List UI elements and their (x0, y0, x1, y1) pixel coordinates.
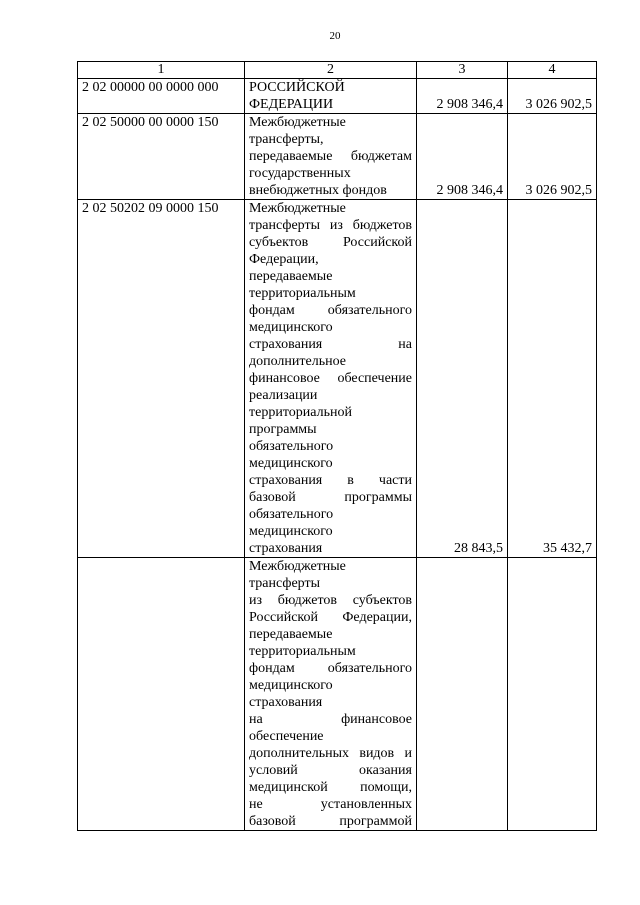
row-name (245, 114, 417, 200)
row-name-line: из бюджетов субъектов (249, 593, 412, 608)
column-header-2: 2 (245, 62, 417, 79)
table-row (78, 200, 597, 558)
row-name-line: трансферты, (249, 132, 324, 147)
row-name-line: субъектов Российской (249, 235, 412, 250)
row-name-line: территориальным (249, 286, 356, 301)
row-name-line: фондам обязательного (249, 661, 412, 676)
row-name-line: медицинского (249, 456, 333, 471)
row-name-line: реализации (249, 388, 318, 403)
row-name-line: финансовое обеспечение (249, 371, 412, 386)
row-amount-col3: 2 908 346,4 (417, 79, 508, 114)
row-amount-col4 (508, 558, 597, 831)
row-code (78, 558, 245, 831)
row-name-line: ФЕДЕРАЦИИ (249, 97, 334, 112)
row-name-line: Межбюджетные (249, 559, 346, 574)
row-name-line: РОССИЙСКОЙ (249, 80, 345, 95)
row-name-line: государственных (249, 166, 351, 181)
table-row (78, 558, 597, 831)
row-name-line: обязательного (249, 507, 334, 522)
row-name-line: базовой программой (249, 814, 412, 829)
column-header-1: 1 (78, 62, 245, 79)
row-name-line: не установленных (249, 797, 412, 812)
page-number: 20 (329, 30, 341, 42)
row-name-line: страхования (249, 541, 323, 556)
row-name-line: территориальной (249, 405, 352, 420)
row-name (245, 558, 417, 831)
budget-table (77, 61, 597, 831)
row-name-line: передаваемые бюджетам (249, 149, 412, 164)
row-name-line: медицинского (249, 678, 333, 693)
table-row (78, 114, 597, 200)
row-name-line: медицинской помощи, (249, 780, 412, 795)
row-name-line: дополнительных видов и (249, 746, 412, 761)
row-amount-col4: 35 432,7 (508, 200, 597, 558)
row-name-line: внебюджетных фондов (249, 183, 387, 198)
row-amount-col4: 3 026 902,5 (508, 114, 597, 200)
row-name-line: медицинского (249, 524, 333, 539)
row-name-line: Федерации, (249, 252, 319, 267)
row-name-line: передаваемые (249, 269, 333, 284)
row-code: 2 02 50202 09 0000 150 (78, 200, 245, 558)
row-amount-col3 (417, 558, 508, 831)
row-name-line: трансферты из бюджетов (249, 218, 412, 233)
row-name-line: страхования в части (249, 473, 412, 488)
row-name-line: страхования на (249, 337, 412, 352)
row-amount-col3: 28 843,5 (417, 200, 508, 558)
row-code: 2 02 50000 00 0000 150 (78, 114, 245, 200)
row-amount-col3: 2 908 346,4 (417, 114, 508, 200)
row-name-line: медицинского (249, 320, 333, 335)
row-name-line: обязательного (249, 439, 334, 454)
row-name (245, 200, 417, 558)
row-name-line: на финансовое (249, 712, 412, 727)
row-name-line: страхования (249, 695, 323, 710)
table-row (78, 79, 597, 114)
row-name (245, 79, 417, 114)
row-name-line: фондам обязательного (249, 303, 412, 318)
row-name-line: Российской Федерации, (249, 610, 412, 625)
table-header-row (78, 62, 597, 79)
row-name-line: Межбюджетные (249, 115, 346, 130)
row-amount-col4: 3 026 902,5 (508, 79, 597, 114)
row-name-line: территориальным (249, 644, 356, 659)
row-name-line: дополнительное (249, 354, 346, 369)
row-name-line: трансферты (249, 576, 321, 591)
row-name-line: программы (249, 422, 317, 437)
row-name-line: условий оказания (249, 763, 412, 778)
row-name-line: обеспечение (249, 729, 324, 744)
column-header-4: 4 (508, 62, 597, 79)
row-name-line: Межбюджетные (249, 201, 346, 216)
row-name-line: базовой программы (249, 490, 412, 505)
column-header-3: 3 (417, 62, 508, 79)
row-code: 2 02 00000 00 0000 000 (78, 79, 245, 114)
row-name-line: передаваемые (249, 627, 333, 642)
